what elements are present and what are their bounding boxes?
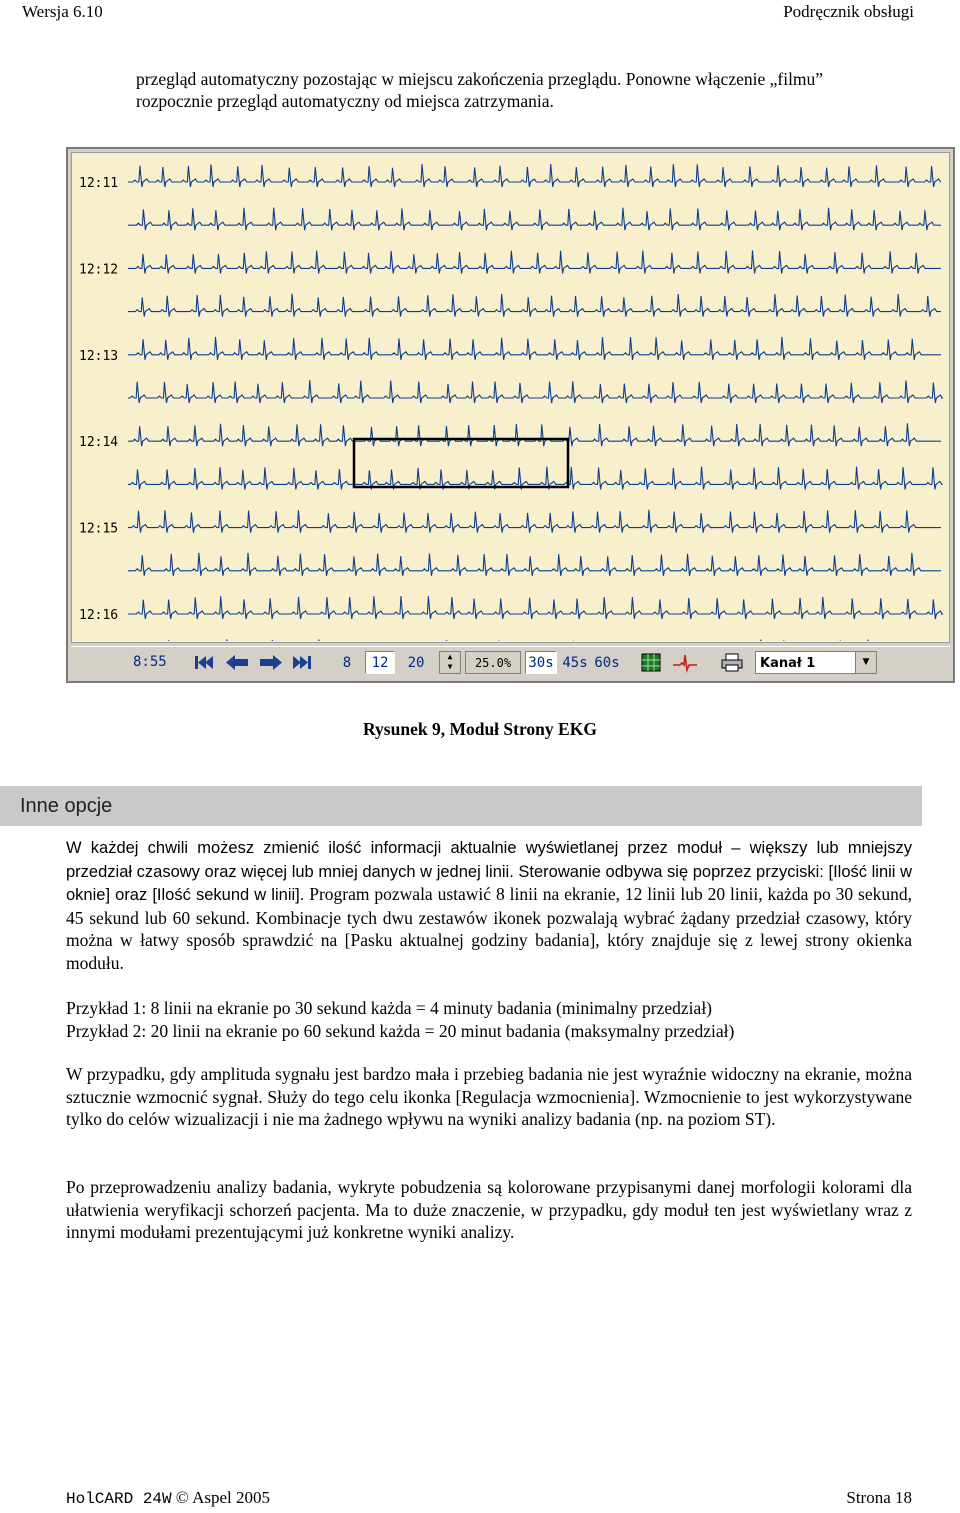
- time-label: 12:12: [79, 262, 119, 278]
- first-page-icon[interactable]: [191, 651, 217, 674]
- ecg-page-window: [66, 147, 955, 683]
- print-icon[interactable]: [719, 651, 745, 674]
- example-1: Przykład 1: 8 linii na ekranie po 30 sekund każda = 4 minuty badania (minimalny przedział): [66, 998, 713, 1018]
- time-label: 12:11: [79, 176, 119, 191]
- ecg-trace-line: [128, 553, 941, 576]
- gain-spinner[interactable]: [439, 651, 461, 674]
- ecg-trace-line: [128, 510, 941, 533]
- chevron-down-icon[interactable]: ▼: [855, 652, 876, 673]
- time-label: 12:14: [79, 435, 119, 451]
- time-label: 12:13: [79, 348, 119, 364]
- selection-box[interactable]: [354, 439, 568, 487]
- seconds-45-button[interactable]: 45s: [559, 651, 591, 674]
- footer-copyright: © Aspel 2005: [171, 1488, 271, 1507]
- paragraph-options-sans: W każdej chwili możesz zmienić ilość informacji aktualnie wyświetlanej przez moduł – większy lub mniejszy przedział czasowy oraz więcej lub mniej danych w jednej linii. Sterowanie odbywa się poprzez przyciski: [Ilość linii w oknie] oraz [Ilość sekund w linii].: [66, 839, 912, 904]
- footer-product: HolCARD 24W: [66, 1490, 172, 1508]
- gain-value: 25.0%: [465, 651, 521, 674]
- channel-select[interactable]: [755, 651, 877, 674]
- paragraph-options: [66, 836, 912, 974]
- ecg-trace-line: [128, 294, 941, 317]
- seconds-30-button[interactable]: 30s: [525, 651, 557, 674]
- ecg-toolbar: [71, 646, 950, 678]
- ecg-trace-line: [128, 164, 941, 187]
- ecg-trace-line: [128, 423, 941, 446]
- lines-12-button[interactable]: 12: [365, 651, 395, 674]
- figure-caption: Rysunek 9, Moduł Strony EKG: [363, 719, 597, 739]
- paragraph-options-serif: Program pozwala ustawić 8 linii na ekranie, 12 linii lub 20 linii, każda po 30 sekund, 45 sekund lub 60 sekund. Kombinacje tych dwu zestawów ikonek pozwalają wybrać żądany przedział czasowy, który można w łatwy sposób sprawdzić na [Pasku aktualnej godziny badania], który znajduje się z lewej strony okienka modułu.: [66, 884, 912, 973]
- paragraph-examples: [66, 997, 912, 1042]
- ecg-trace-area[interactable]: [71, 152, 950, 643]
- time-label: 12:16: [79, 608, 119, 623]
- footer-page-number: Strona 18: [846, 1488, 912, 1507]
- lines-8-button[interactable]: 8: [335, 651, 359, 674]
- seconds-60-button[interactable]: 60s: [591, 651, 623, 674]
- header-manual-title: Podręcznik obsługi: [783, 2, 914, 21]
- ecg-trace-line: [128, 639, 941, 641]
- channel-select-value: Kanał 1: [760, 656, 816, 671]
- ecg-trace-line: [128, 380, 942, 403]
- previous-page-icon[interactable]: [223, 651, 251, 674]
- paragraph-gain: W przypadku, gdy amplituda sygnału jest bardzo mała i przebieg badania nie jest wyraźnie widoczny na ekranie, można sztucznie wzmocnić sygnał. Służy do tego celu ikonka [Regulacja wzmocnienia]. Wzmocnienie to jest wykorzystywane tylko do celów wizualizacji i nie ma żadnego wpływu na wyniki analizy badania (np. na poziom ST).: [66, 1064, 912, 1129]
- spin-down-icon[interactable]: ▼: [447, 662, 453, 671]
- grid-toggle-icon[interactable]: [639, 651, 663, 674]
- example-2: Przykład 2: 20 linii na ekranie po 60 sekund każda = 20 minut badania (maksymalny przedział): [66, 1020, 735, 1041]
- lines-20-button[interactable]: 20: [401, 651, 431, 674]
- intro-line-2: rozpocznie przegląd automatyczny od miejsca zatrzymania.: [136, 91, 554, 111]
- ecg-trace-line: [128, 596, 942, 619]
- ecg-trace-line: [128, 337, 941, 360]
- section-title: Inne opcje: [0, 786, 922, 826]
- intro-text: [136, 68, 916, 112]
- time-label: 12:15: [79, 521, 119, 537]
- next-page-icon[interactable]: [257, 651, 285, 674]
- time-position-display: 8:55: [133, 654, 167, 670]
- spin-up-icon[interactable]: ▲: [447, 652, 453, 661]
- last-page-icon[interactable]: [289, 651, 315, 674]
- ecg-traces: [72, 153, 949, 641]
- ecg-trace-line: [128, 207, 941, 230]
- paragraph-coloring: Po przeprowadzeniu analizy badania, wykryte pobudzenia są kolorowane przypisanymi danej morfologii kolorami dla ułatwienia weryfikacji schorzeń pacjenta. Ma to duże znaczenie, w przypadku, gdy moduł ten jest wyświetlany wraz z innymi modułami prezentującymi już konkretne wyniki analizy.: [66, 1177, 912, 1242]
- intro-line-1: przegląd automatyczny pozostając w miejscu zakończenia przeglądu. Ponowne włączenie „filmu”: [136, 69, 824, 89]
- ecg-trace-line: [128, 250, 941, 273]
- footer-left: [66, 1488, 270, 1508]
- ecg-waveform-icon[interactable]: [671, 651, 699, 674]
- header-version: Wersja 6.10: [22, 2, 103, 21]
